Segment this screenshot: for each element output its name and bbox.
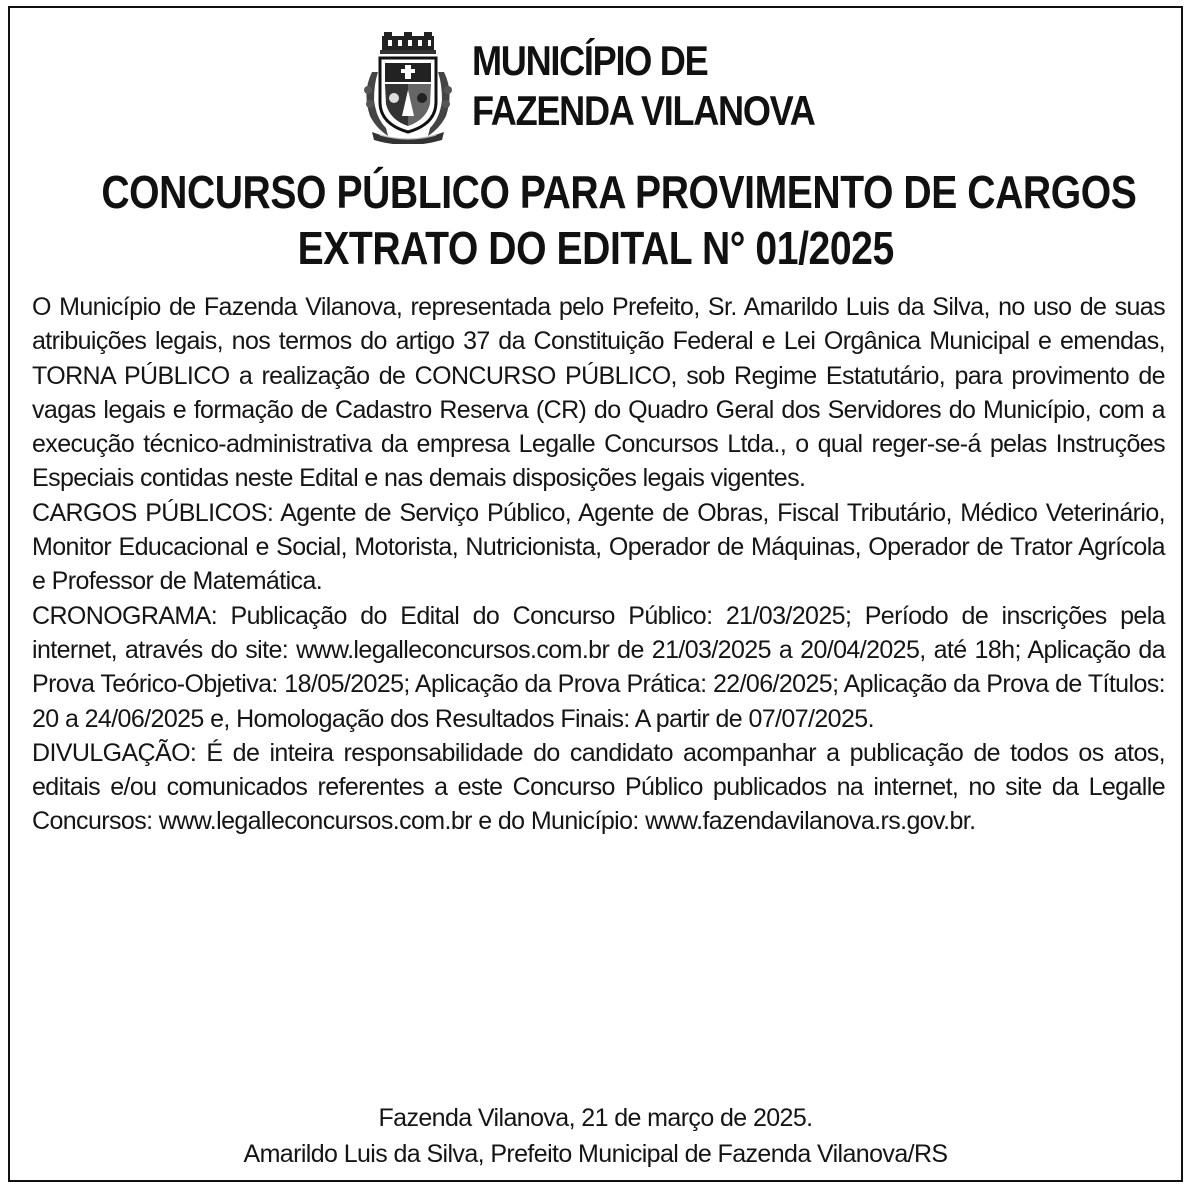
municipal-coat-of-arms-icon (358, 32, 458, 144)
title-line-2 (10, 220, 1181, 276)
notice-title (10, 164, 1181, 276)
notice-body (32, 290, 1165, 839)
place-date: Fazenda Vilanova, 21 de março de 2025. (378, 1104, 813, 1132)
intro-paragraph: O Município de Fazenda Vilanova, representada pelo Prefeito, Sr. Amarildo Luis da Silva, no uso de suas atribuições legais, nos termos do artigo 37 da Constituição Federal e Lei Orgânica Municipal e emendas, TORNA PÚBLICO a realização de CONCURSO PÚBLICO, sob Regime Estatutário, para provimento de vagas legais e formação de Cadastro Reserva (CR) do Quadro Geral dos Servidores do Município, com a execução técnico-administrativa da empresa Legalle Concursos Ltda., o qual reger-se-á pelas Instruções Especiais contidas neste Edital e nas demais disposições legais vigentes. (32, 293, 1165, 493)
signature-block (10, 1100, 1181, 1172)
title-line-1 (10, 164, 1181, 220)
title-line-2-text: EXTRATO DO EDITAL N° 01/2025 (297, 222, 894, 274)
municipality-name-line1: MUNICÍPIO DE (472, 37, 708, 84)
cargos-paragraph: CARGOS PÚBLICOS: Agente de Serviço Público, Agente de Obras, Fiscal Tributário, Médico Veterinário, Monitor Educacional e Social, Motorista, Nutricionista, Operador de Máquinas, Operador de Trator Agrícola e Professor de Matemática. (32, 498, 1165, 596)
municipality-name-line2: FAZENDA VILANOVA (472, 87, 815, 134)
municipality-name (472, 36, 815, 136)
notice-frame (8, 6, 1183, 1182)
notice-header (10, 32, 1181, 144)
cronograma-paragraph: CRONOGRAMA: Publicação do Edital do Concurso Público: 21/03/2025; Período de inscrições pela internet, através do site: www.legalleconcursos.com.br de 21/03/2025 a 20/04/2025, até 18h; Aplicação da Prova Teórico-Objetiva: 18/05/2025; Aplicação da Prova Prática: 22/06/2025; Aplicação da Prova de Títulos: 20 a 24/06/2025 e, Homologação dos Resultados Finais: A partir de 07/07/2025. (32, 601, 1165, 733)
divulgacao-paragraph: DIVULGAÇÃO: É de inteira responsabilidade do candidato acompanhar a publicação de todos os atos, editais e/ou comunicados referentes a este Concurso Público publicados na internet, no site da Legalle Concursos: www.legalleconcursos.com.br e do Município: www.fazendavilanova.rs.gov.br. (32, 738, 1165, 836)
title-line-1-text: CONCURSO PÚBLICO PARA PROVIMENTO DE CARGOS (101, 166, 1137, 218)
signer-name: Amarildo Luis da Silva, Prefeito Municipal de Fazenda Vilanova/RS (243, 1140, 948, 1168)
